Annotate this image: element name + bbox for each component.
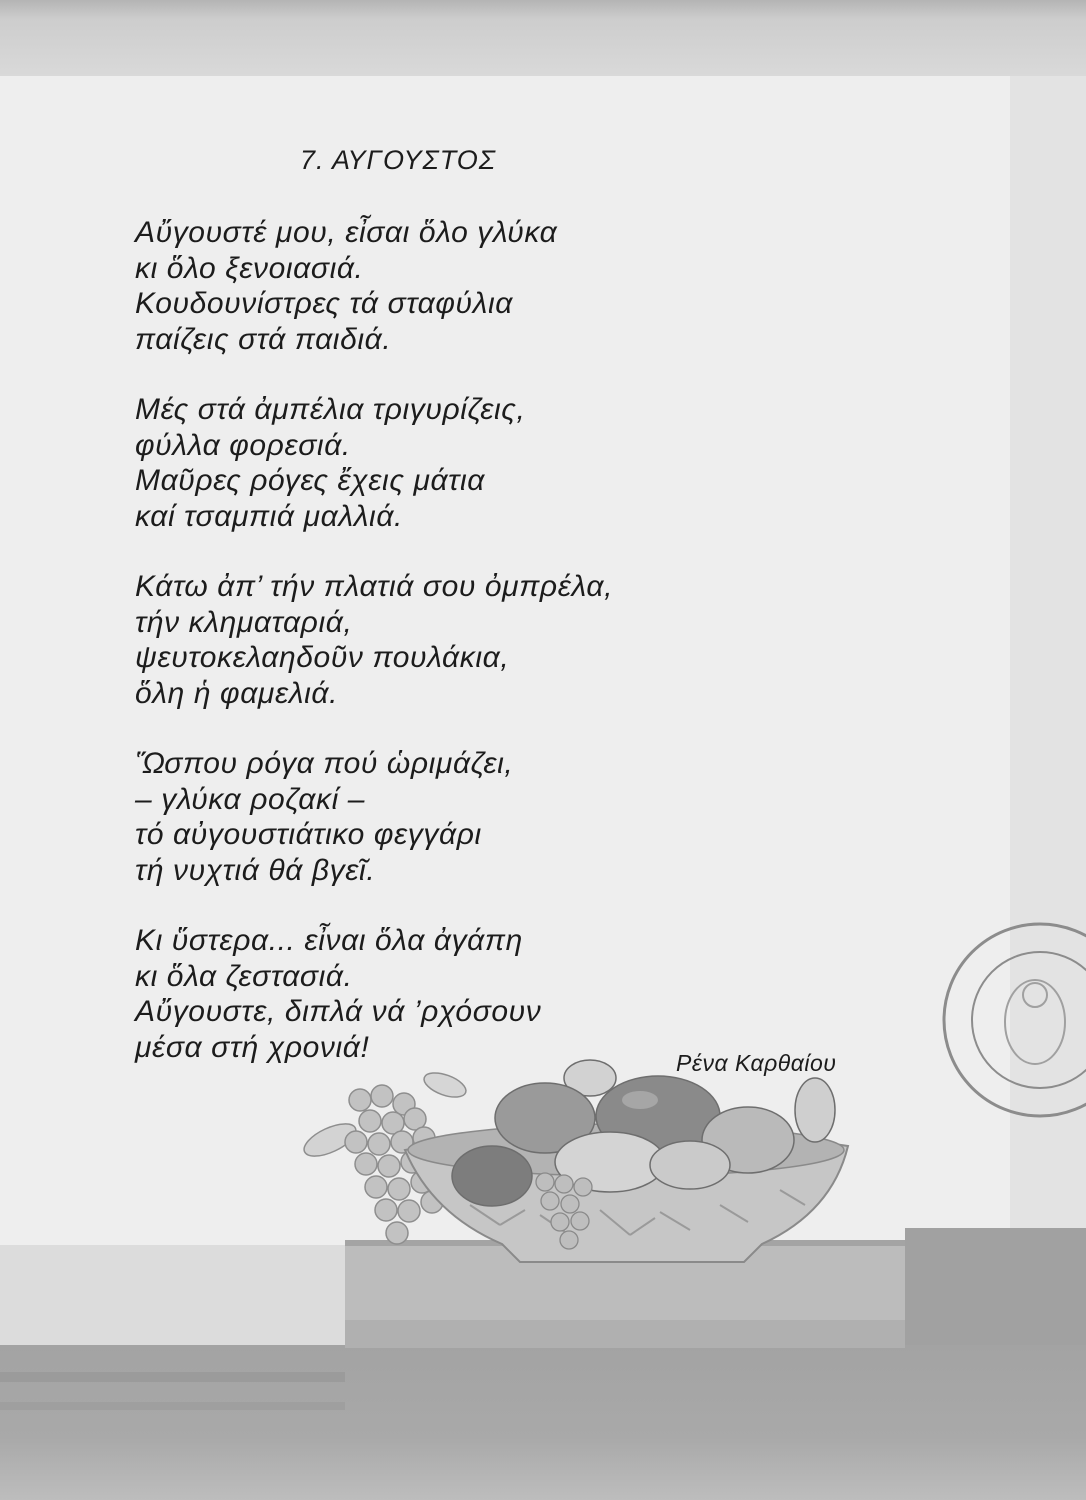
grape [551,1213,569,1231]
fruit [452,1146,532,1206]
stanza [135,746,755,888]
grape [375,1199,397,1221]
grape [536,1173,554,1191]
poem-line: – γλύκα ροζακί – [135,782,366,816]
right-wall-shade [905,1228,1086,1348]
floor-stripe [0,1402,345,1410]
grape [378,1155,400,1177]
stanza [135,569,755,711]
right-scan-edge [1010,76,1086,1236]
poem-body [135,215,755,1100]
fruit-bowl-illustration [0,1060,1086,1500]
poem-line: Κουδουνίστρες τά σταφύλια [135,287,513,320]
poem-line: Ὥσπου ρόγα πού ὡριμάζει, [135,747,514,780]
poem-line: Μές στά ἀμπέλια τριγυρίζεις, [135,393,526,426]
poem-line: μέσα στή χρονιά! [135,1030,370,1064]
poem-line: καί τσαμπιά μαλλιά. [135,499,403,533]
poem-line: Κι ὕστερα... εἶναι ὅλα ἀγάπη [135,924,523,957]
grape [388,1178,410,1200]
grape [541,1192,559,1210]
grape [571,1212,589,1230]
poem-line: τή νυχτιά θά βγεῖ. [135,853,376,887]
grape [386,1222,408,1244]
poem-line: φύλλα φορεσιά. [135,428,351,462]
floor-area [0,1345,1086,1500]
grape [365,1176,387,1198]
poem-line: Αὔγουστε, διπλά νά ’ρχόσουν [135,995,542,1028]
fruit [795,1078,835,1142]
grape [555,1175,573,1193]
poem-line: κι ὅλα ζεστασιά. [135,959,353,993]
grape [560,1231,578,1249]
grape [355,1153,377,1175]
author-signature: Ρένα Καρθαίου [676,1050,837,1076]
grape [574,1178,592,1196]
grape [368,1133,390,1155]
poem-line: κι ὅλο ξενοιασιά. [135,251,364,285]
grape [561,1195,579,1213]
floor-stripe [0,1372,345,1382]
fruit [650,1141,730,1189]
poem-line: ὅλη ἡ φαμελιά. [135,676,339,710]
grape [398,1200,420,1222]
poem-line: τήν κληματαριά, [135,605,353,639]
poem-line: Κάτω ἀπ’ τήν πλατιά σου ὀμπρέλα, [135,570,614,603]
poem-line: ψευτοκελαηδοῦν πουλάκια, [135,641,510,674]
poem-line: παίζεις στά παιδιά. [135,322,392,356]
stanza [135,392,755,534]
grape [359,1110,381,1132]
poem-title: 7. ΑΥΓΟΥΣΤΟΣ [300,145,496,175]
top-scan-band [0,0,1086,76]
stanza [135,215,755,357]
stanza [135,923,755,1065]
table-block-shadow [345,1320,905,1348]
poem-line: Αὔγουστέ μου, εἶσαι ὅλο γλύκα [135,216,558,249]
left-wall-shade [0,1245,345,1345]
poem-line: Μαῦρες ρόγες ἔχεις μάτια [135,464,485,497]
poem-line: τό αὐγουστιάτικο φεγγάρι [135,818,482,851]
grape [345,1131,367,1153]
